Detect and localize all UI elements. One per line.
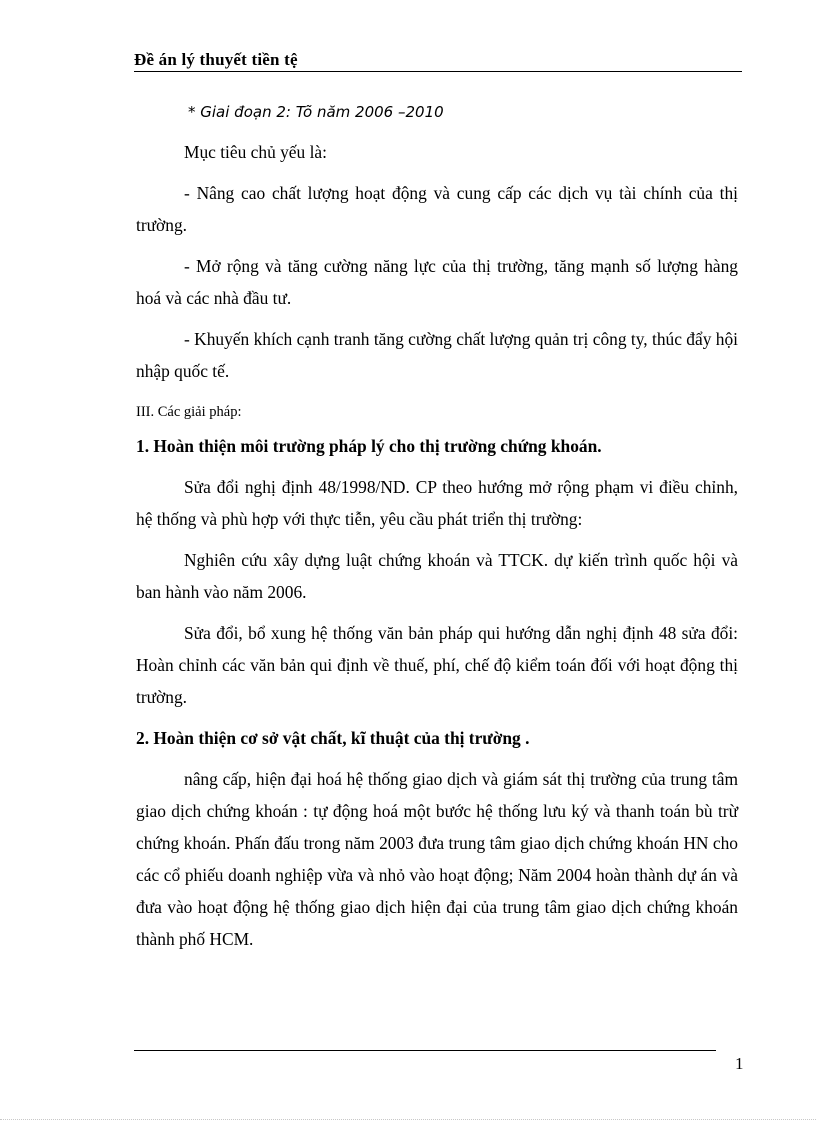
- phase-label: * Giai đoạn 2: Tõ năm 2006 –2010: [188, 103, 444, 121]
- goal-item: - Mở rộng và tăng cường năng lực của thị trường, tăng mạnh số lượng hàng hoá và các nhà đầu tư.: [136, 256, 738, 308]
- section-heading: III. Các giải pháp:: [136, 404, 242, 420]
- goal-item: - Khuyến khích cạnh tranh tăng cường chất lượng quản trị công ty, thúc đẩy hội nhập quốc tế.: [136, 329, 738, 381]
- paragraph: Sửa đổi nghị định 48/1998/ND. CP theo hướng mở rộng phạm vi điều chỉnh, hệ thống và phù hợp với thực tiễn, yêu cầu phát triển thị trường:: [136, 477, 738, 529]
- subsection-heading-2: 2. Hoàn thiện cơ sở vật chất, kĩ thuật của thị trường .: [136, 728, 530, 748]
- paragraph: Nghiên cứu xây dựng luật chứng khoán và TTCK. dự kiến trình quốc hội và ban hành vào năm 2006.: [136, 550, 738, 602]
- document-header-title: Đề án lý thuyết tiền tệ: [134, 50, 298, 69]
- page-edge-line: [0, 1119, 816, 1120]
- page-number: 1: [735, 1054, 744, 1073]
- header-divider: [134, 71, 742, 72]
- page-body: [136, 96, 738, 964]
- paragraph: Sửa đổi, bổ xung hệ thống văn bản pháp qui hướng dẫn nghị định 48 sửa đổi: Hoàn chỉnh các văn bản qui định về thuế, phí, chế độ kiểm toán đối với hoạt động thị trường.: [136, 623, 738, 707]
- goal-item: - Nâng cao chất lượng hoạt động và cung cấp các dịch vụ tài chính của thị trường.: [136, 183, 738, 235]
- footer-divider: [134, 1050, 716, 1051]
- subsection-heading-1: 1. Hoàn thiện môi trường pháp lý cho thị trường chứng khoán.: [136, 436, 602, 456]
- goal-intro: Mục tiêu chủ yếu là:: [184, 142, 327, 162]
- paragraph: nâng cấp, hiện đại hoá hệ thống giao dịch và giám sát thị trường của trung tâm giao dịch chứng khoán : tự động hoá một bước hệ thống lưu ký và thanh toán bù trừ chứng khoán. Phấn đấu trong năm 2003 đưa trung tâm giao dịch chứng khoán HN cho các cổ phiếu doanh nghiệp vừa và nhỏ vào hoạt động; Năm 2004 hoàn thành dự án và đưa vào hoạt động hệ thống giao dịch hiện đại của trung tâm giao dịch chứng khoán thành phố HCM.: [136, 769, 738, 949]
